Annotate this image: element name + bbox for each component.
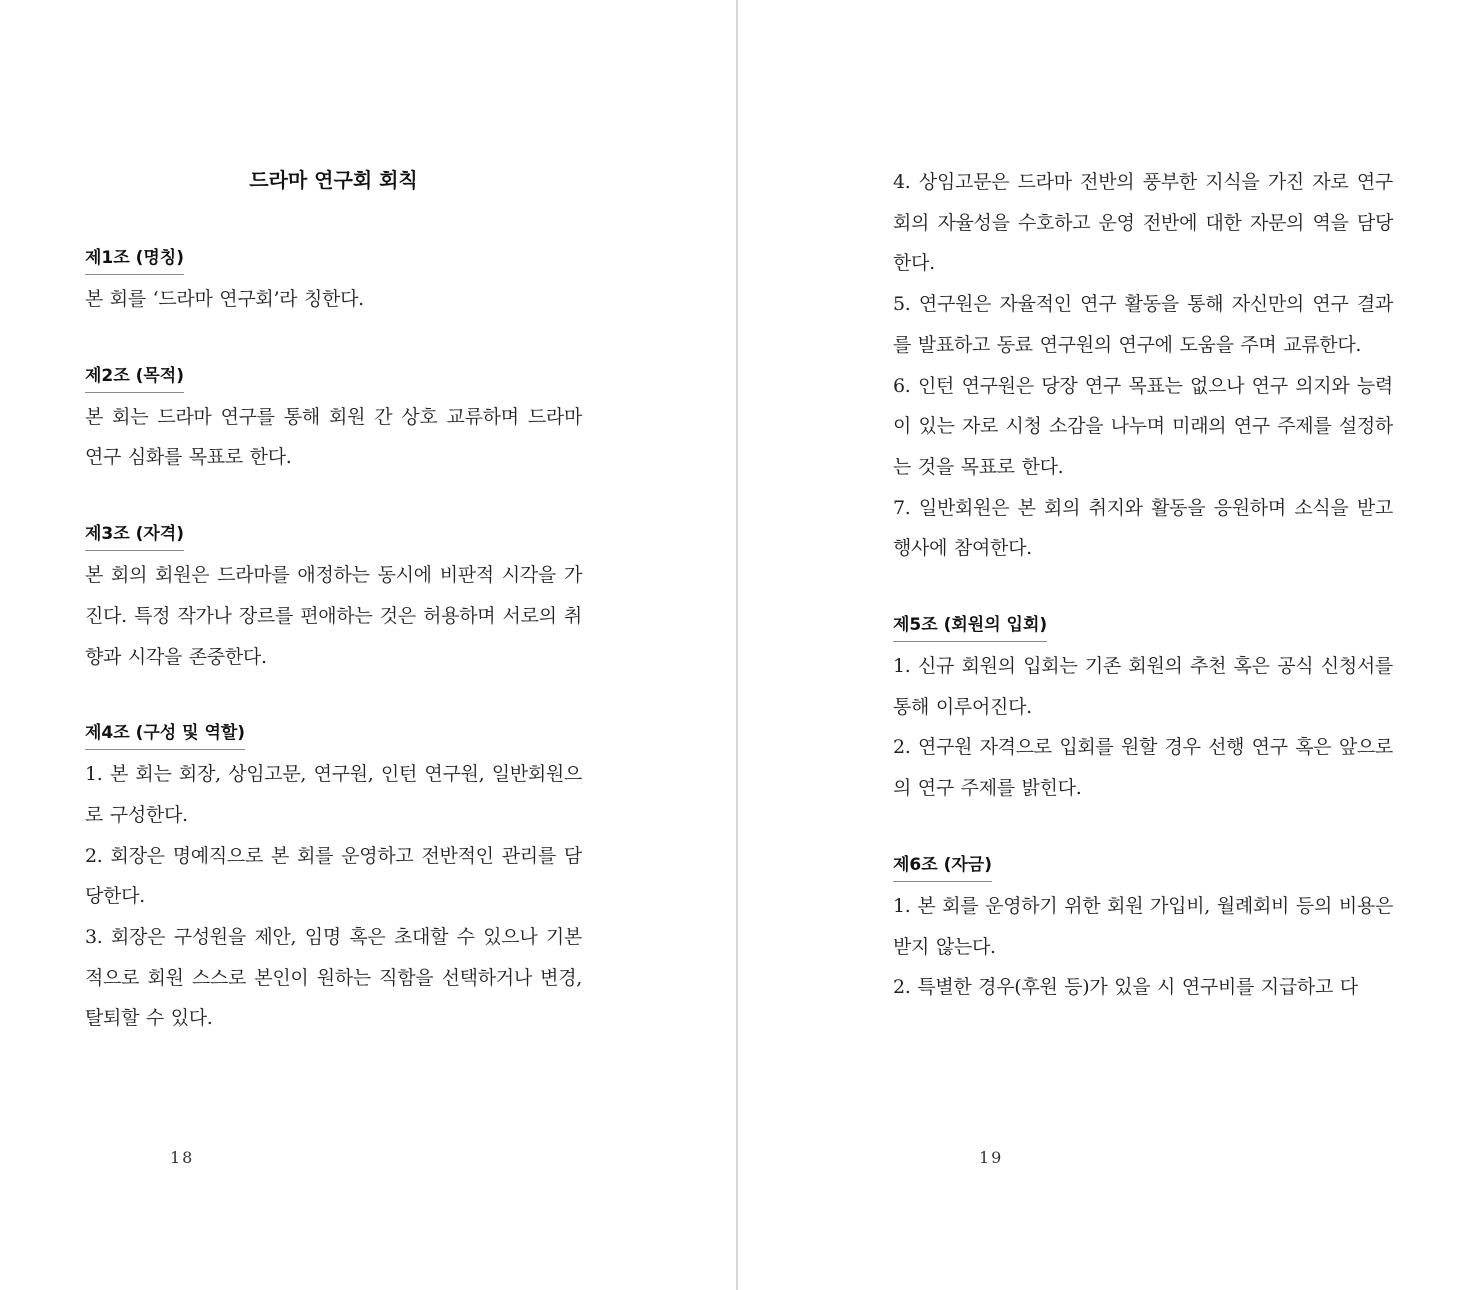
right-page [738,0,1476,1290]
article-clause: 4. 상임고문은 드라마 전반의 풍부한 지식을 가진 자로 연구회의 자율성을 수호하고 운영 전반에 대한 자문의 역을 담당한다. [893,171,1393,275]
article-clause: 2. 특별한 경우(후원 등)가 있을 시 연구비를 지급하고 다 [893,976,1358,999]
article-paragraph: 본 회를 ‘드라마 연구회’라 칭한다. [85,288,364,310]
article-4 [85,717,582,1039]
left-page-body [85,162,582,1039]
article-clause: 2. 연구원 자격으로 입회를 원할 경우 선행 연구 혹은 앞으로의 연구 주제를 밝힌다. [893,736,1393,800]
document-title: 드라마 연구회 회칙 [249,168,418,192]
article-clause: 2. 회장은 명예직으로 본 회를 운영하고 전반적인 관리를 담당한다. [85,844,582,908]
article-clause: 7. 일반회원은 본 회의 취지와 활동을 응원하며 소식을 받고 행사에 참여한다. [893,496,1393,560]
right-page-body [893,162,1393,1008]
article-heading: 제5조 (회원의 입회) [893,609,1047,642]
left-page [0,0,736,1290]
article-4-continuation [893,162,1393,569]
article-clause: 1. 본 회를 운영하기 위한 회원 가입비, 월례회비 등의 비용은 받지 않는다. [893,894,1393,958]
article-heading: 제6조 (자금) [893,849,992,882]
article-clause: 3. 회장은 구성원을 제안, 임명 혹은 초대할 수 있으나 기본적으로 회원 스스로 본인이 원하는 직함을 선택하거나 변경, 탈퇴할 수 있다. [85,926,582,1030]
article-paragraph: 본 회는 드라마 연구를 통해 회원 간 상호 교류하며 드라마 연구 심화를 목표로 한다. [85,405,582,469]
article-heading: 제1조 (명칭) [85,242,184,275]
article-heading: 제2조 (목적) [85,360,184,393]
article-clause: 5. 연구원은 자율적인 연구 활동을 통해 자신만의 연구 결과를 발표하고 동료 연구원의 연구에 도움을 주며 교류한다. [893,293,1393,356]
article-3 [85,518,582,677]
article-clause: 1. 본 회는 회장, 상임고문, 연구원, 인턴 연구원, 일반회원으로 구성한다. [85,763,582,826]
page-number-left: 18 [170,1148,195,1167]
article-5 [893,609,1393,809]
article-clause: 6. 인턴 연구원은 당장 연구 목표는 없으나 연구 의지와 능력이 있는 자로 시청 소감을 나누며 미래의 연구 주제를 설정하는 것을 목표로 한다. [893,374,1393,478]
article-clause: 1. 신규 회원의 입회는 기존 회원의 추천 혹은 공식 신청서를 통해 이루어진다. [893,655,1393,718]
article-1 [85,242,582,320]
page-number-right: 19 [979,1148,1004,1167]
article-heading: 제4조 (구성 및 역할) [85,717,245,750]
article-paragraph: 본 회의 회원은 드라마를 애정하는 동시에 비판적 시각을 가진다. 특정 작가나 장르를 편애하는 것은 허용하며 서로의 취향과 시각을 존중한다. [85,564,582,668]
article-2 [85,360,582,478]
article-heading: 제3조 (자격) [85,518,184,551]
article-6 [893,849,1393,1008]
